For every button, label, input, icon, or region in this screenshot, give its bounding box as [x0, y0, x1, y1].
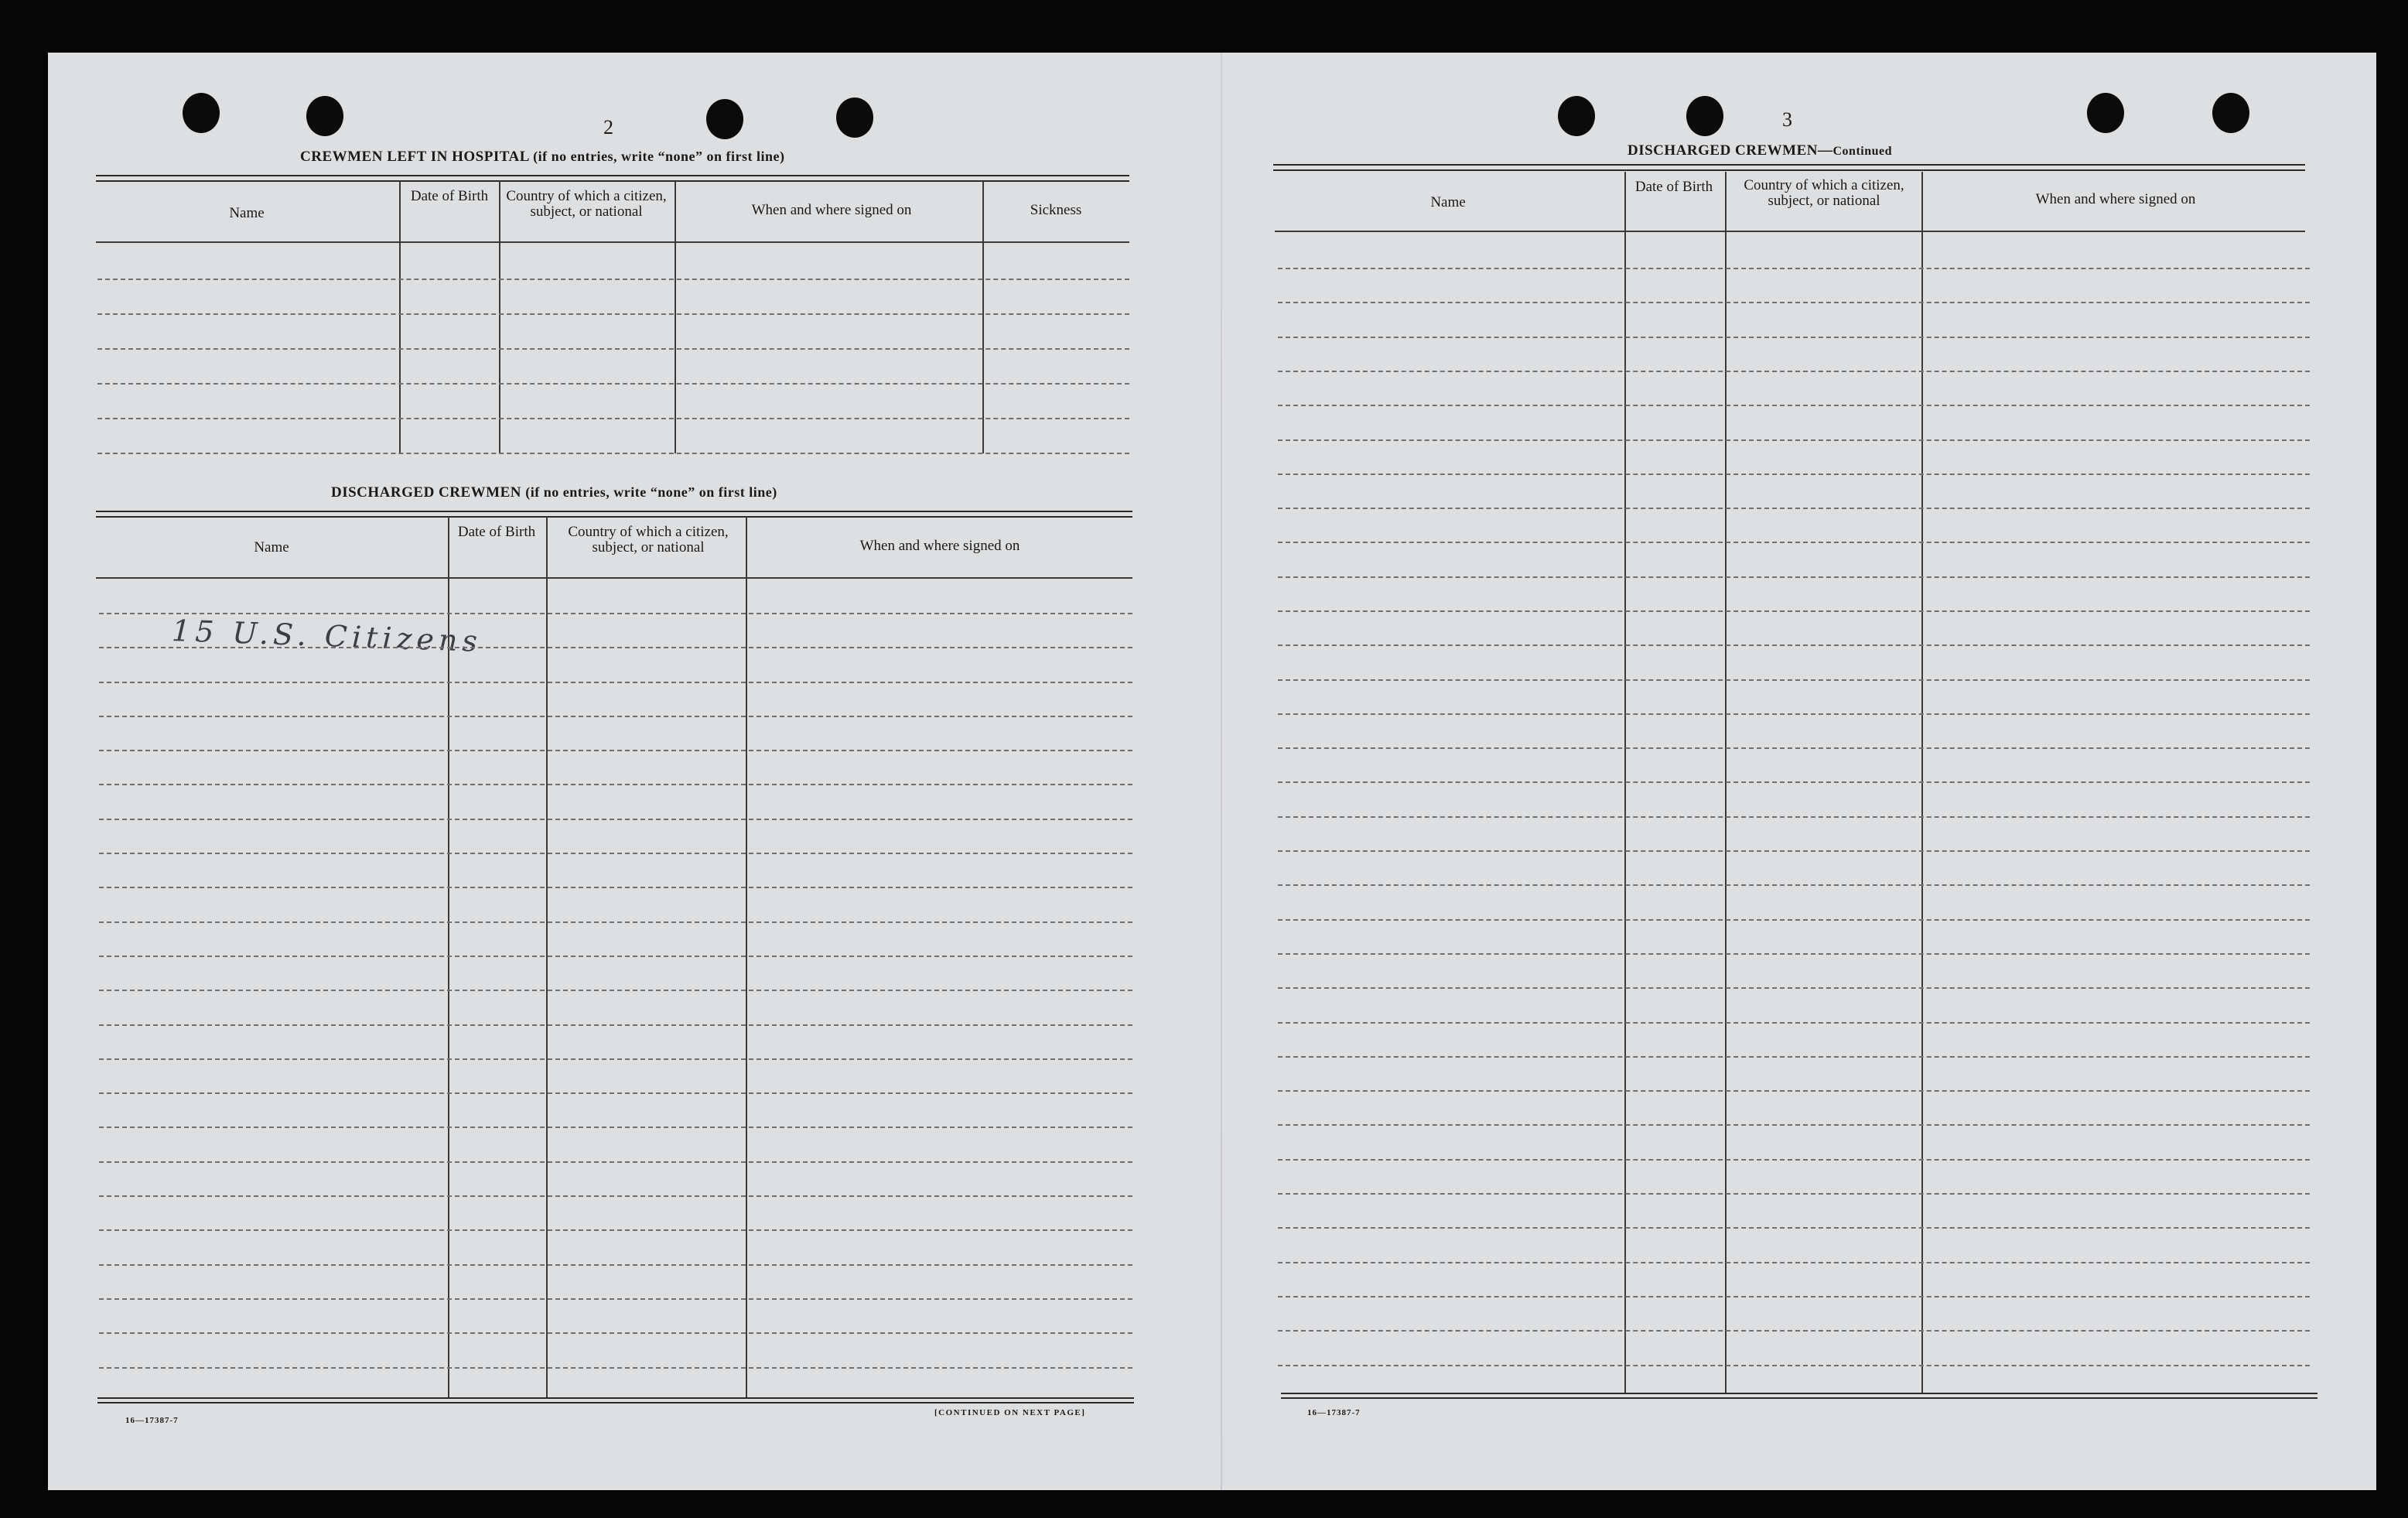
table-row-line [99, 887, 1132, 888]
discharged-section-title [331, 484, 777, 501]
table-row-line [99, 750, 1132, 751]
right-bottom-rule [1281, 1393, 2317, 1399]
page-fold [1221, 53, 1222, 1490]
discharged-title-text: DISCHARGED CREWMEN [331, 484, 521, 501]
table-row-line [1278, 747, 2310, 749]
table-row-line [1278, 1227, 2310, 1229]
col-country: Country of which a citizen, subject, or national [506, 188, 667, 220]
col-date-of-birth: Date of Birth [410, 188, 489, 204]
col-divider [1921, 172, 1923, 1394]
table-row-line [99, 1367, 1132, 1369]
table-row-line [1278, 542, 2310, 543]
table-row-line [1278, 1330, 2310, 1332]
page-number: 2 [603, 116, 613, 138]
table-row-line [99, 1332, 1132, 1334]
continued-title-text: DISCHARGED CREWMEN— [1628, 142, 1833, 159]
table-row-line [1278, 1193, 2310, 1195]
col-divider [746, 517, 747, 1399]
col-divider [675, 181, 676, 453]
table-row-line [1278, 576, 2310, 578]
table-row-line [1278, 405, 2310, 406]
form-number: 16—17387-7 [1307, 1408, 1361, 1417]
table-row-line [99, 784, 1132, 785]
table-row-line [99, 1195, 1132, 1197]
table-row-line [97, 313, 1129, 315]
table-row-line [1278, 1022, 2310, 1024]
table-row-line [99, 921, 1132, 923]
table-row-line [1278, 1262, 2310, 1263]
table-row-line [97, 453, 1129, 454]
table-row-line [99, 1298, 1132, 1300]
col-country: Country of which a citizen, subject, or national [1744, 177, 1904, 209]
punch-hole [706, 99, 743, 139]
discharged-header-underline [96, 577, 1132, 579]
hospital-top-rule [96, 175, 1129, 182]
table-row-line [1278, 1056, 2310, 1058]
punch-hole [306, 96, 343, 136]
col-sickness: Sickness [1030, 202, 1082, 218]
punch-hole [1558, 96, 1595, 136]
table-row-line [1278, 1365, 2310, 1366]
table-row-line [99, 1092, 1132, 1094]
right-header-underline [1275, 231, 2305, 232]
table-row-line [99, 682, 1132, 683]
col-divider [399, 181, 401, 453]
hospital-title-text: CREWMEN LEFT IN HOSPITAL [300, 149, 529, 165]
punch-hole [836, 97, 873, 138]
col-divider [499, 181, 500, 453]
col-country: Country of which a citizen, subject, or national [568, 524, 729, 556]
table-row-line [1278, 508, 2310, 509]
col-signed-on: When and where signed on [859, 538, 1020, 554]
table-row-line [97, 418, 1129, 419]
table-row-line [1278, 302, 2310, 303]
table-row-line [99, 819, 1132, 820]
table-row-line [1278, 987, 2310, 989]
table-row-line [99, 1264, 1132, 1266]
table-row-line [1278, 371, 2310, 372]
page-number: 3 [1782, 108, 1792, 131]
punch-hole [2212, 93, 2249, 133]
col-date-of-birth: Date of Birth [457, 524, 536, 540]
table-row-line [1278, 1159, 2310, 1161]
table-row-line [99, 853, 1132, 854]
table-row-line [1278, 474, 2310, 475]
table-row-line [1278, 1296, 2310, 1297]
table-row-line [1278, 850, 2310, 852]
col-divider [1624, 172, 1626, 1394]
table-row-line [97, 279, 1129, 280]
table-row-line [1278, 919, 2310, 921]
punch-hole [2087, 93, 2124, 133]
table-row-line [1278, 953, 2310, 955]
table-row-line [97, 383, 1129, 385]
table-row-line [1278, 268, 2310, 269]
table-row-line [99, 647, 1132, 648]
punch-hole [183, 93, 220, 133]
table-row-line [1278, 781, 2310, 783]
discharged-top-rule [96, 511, 1132, 518]
col-divider [982, 181, 984, 453]
table-row-line [1278, 816, 2310, 818]
table-row-line [1278, 644, 2310, 646]
table-row-line [1278, 713, 2310, 715]
table-row-line [99, 1127, 1132, 1128]
col-name: Name [1430, 194, 1466, 210]
right-top-rule [1273, 164, 2305, 171]
table-row-line [1278, 439, 2310, 441]
col-name: Name [229, 205, 265, 221]
continued-section-title [1628, 142, 1892, 159]
continued-title-suffix: Continued [1832, 145, 1893, 158]
table-row-line [99, 956, 1132, 957]
table-row-line [1278, 337, 2310, 338]
table-row-line [1278, 610, 2310, 612]
table-row-line [1278, 884, 2310, 886]
handwritten-entry: 15 U.S. Citizens [171, 614, 483, 658]
table-row-line [99, 1024, 1132, 1026]
table-row-line [99, 716, 1132, 717]
table-row-line [1278, 679, 2310, 681]
left-bottom-rule [97, 1397, 1134, 1403]
table-row-line [97, 348, 1129, 350]
col-signed-on: When and where signed on [751, 202, 912, 218]
table-row-line [99, 990, 1132, 991]
punch-hole [1686, 96, 1723, 136]
col-signed-on: When and where signed on [2035, 191, 2196, 207]
table-row-line [1278, 1090, 2310, 1092]
col-divider [546, 517, 548, 1399]
table-row-line [1278, 1124, 2310, 1126]
col-name: Name [254, 539, 289, 556]
table-row-line [99, 613, 1132, 614]
col-divider [1725, 172, 1727, 1394]
col-date-of-birth: Date of Birth [1634, 179, 1713, 195]
discharged-instruction: (if no entries, write “none” on first line) [525, 484, 777, 500]
table-row-line [99, 1229, 1132, 1231]
form-number: 16—17387-7 [125, 1416, 179, 1425]
table-row-line [99, 1161, 1132, 1163]
hospital-section-title [300, 149, 785, 166]
hospital-header-underline [96, 241, 1129, 243]
hospital-instruction: (if no entries, write “none” on first line) [533, 149, 785, 164]
table-row-line [99, 1058, 1132, 1060]
continued-note: [CONTINUED ON NEXT PAGE] [934, 1408, 1086, 1417]
